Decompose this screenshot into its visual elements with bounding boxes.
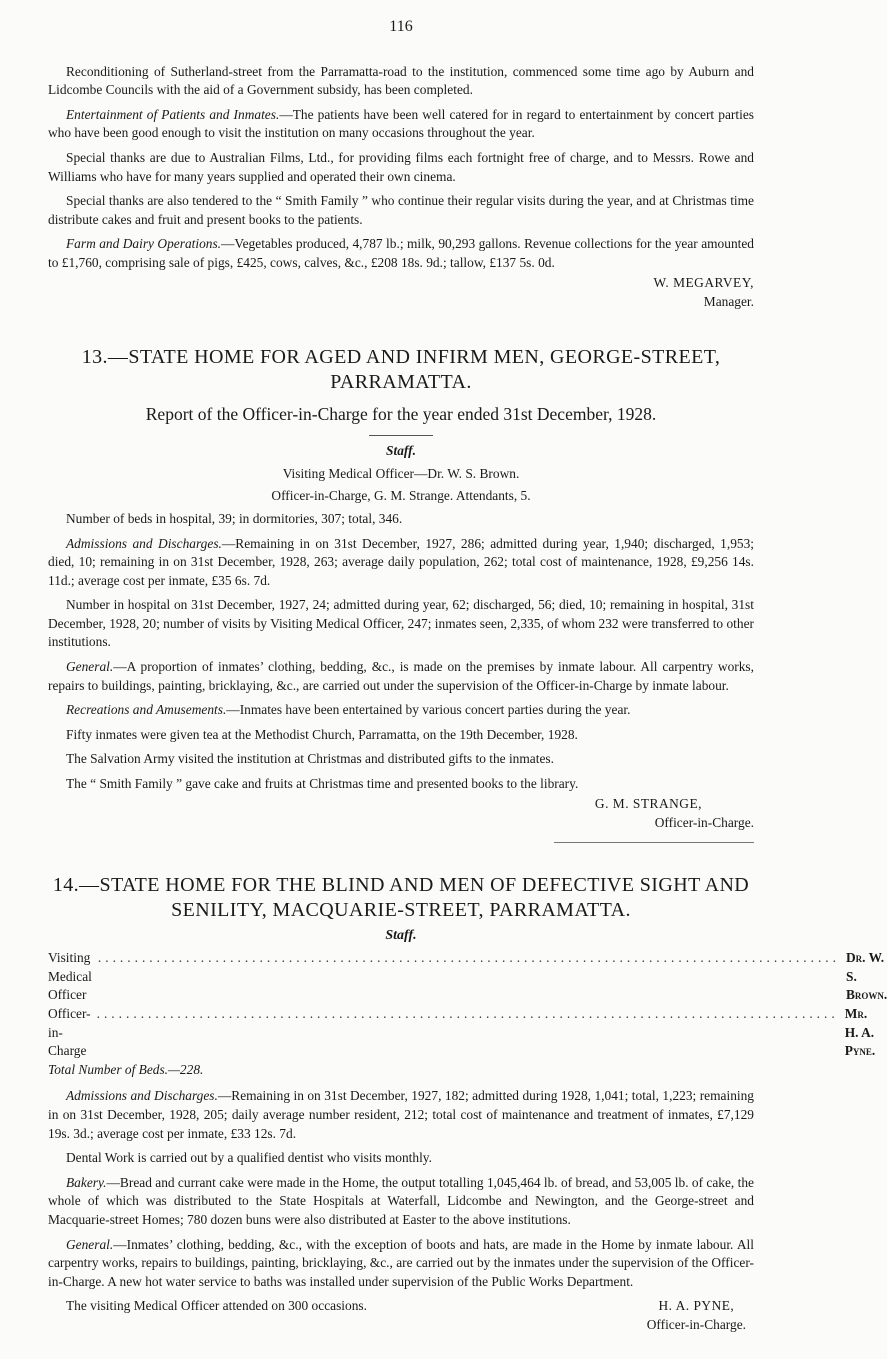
paragraph-text: —A proportion of inmates’ clothing, bedding, &c., is made on the premises by inmate labour. All carpentry works, repairs to buildings, painting, bricklaying, &c., are carried out under the supervision of the Officer-in-Charge by inmate labour.: [48, 659, 754, 693]
staff-row: [48, 949, 887, 1005]
page-number: 116: [389, 18, 413, 35]
paragraph-farm-dairy: [48, 235, 754, 272]
paragraph-admissions: [48, 1087, 754, 1143]
signature-title: Officer-in-Charge.: [646, 1316, 746, 1332]
paragraph-heading: Farm and Dairy Operations.: [66, 236, 222, 252]
signature-title: Officer-in-Charge.: [654, 814, 754, 830]
staff-name: Dr. W. S. Brown.: [846, 950, 887, 1003]
section-13: [48, 345, 754, 843]
paragraph-entertainment: [48, 106, 754, 143]
leader-dots: .....................................................................................................: [97, 950, 840, 966]
staff-line: Visiting Medical Officer—Dr. W. S. Brown.: [282, 465, 520, 481]
paragraph-heading: Admissions and Discharges.: [66, 535, 222, 551]
paragraph-dental: Dental Work is carried out by a qualified dentist who visits monthly.: [66, 1150, 432, 1166]
staff-line: Officer-in-Charge, G. M. Strange. Attendants, 5.: [271, 488, 531, 504]
paragraph-text: —Vegetables produced, 4,787 lb.; milk, 90,293 gallons. Revenue collections for the year amounted to £1,760, comprising sale of pigs, £425, cows, calves, &c., £208 18s. 9d.; tallow, £137 5s. 0d.: [48, 236, 754, 270]
section-heading: 14.—STATE HOME FOR THE BLIND AND MEN OF DEFECTIVE SIGHT AND SENILITY, MACQUARIE-STREET, PARRAMATTA.: [52, 873, 750, 921]
document-page: [48, 18, 887, 1335]
paragraph-heading: Admissions and Discharges.: [66, 1088, 218, 1104]
closing-line: [48, 1297, 754, 1334]
signature-name: W. MEGARVEY,: [653, 274, 754, 290]
divider: [369, 435, 433, 436]
paragraph-text: —Inmates’ clothing, bedding, &c., with the exception of boots and hats, are made in the Home by inmate labour. All carpentry works, repairs to buildings, painting, bricklaying, &c., are carried out by the inmates under the supervision of the Officer-in-Charge. A new hot water service to baths was installed under supervision of the Public Works Department.: [48, 1236, 754, 1289]
paragraph-text: —Remaining in on 31st December, 1927, 182; admitted during 1928, 1,041; total, 1,223; remaining in on 31st December, 1928, 205; daily average number resident, 212; total cost of maintenance and treatment of inmates, £7,129 19s. 3d.; average cost per inmate, £33 12s. 7d.: [48, 1088, 755, 1141]
paragraph-reconditioning: Reconditioning of Sutherland-street from the Parramatta-road to the institution, commenced some time ago by Auburn and Lidcombe Councils with the aid of a Government subsidy, has been completed.: [48, 63, 754, 98]
report-title: Report of the Officer-in-Charge for the year ended 31st December, 1928.: [145, 403, 657, 424]
section-14: [48, 873, 887, 1335]
paragraph-text: —The patients have been well catered for in regard to entertainment by concert parties who have been good enough to visit the institution on many occasions throughout the year.: [48, 106, 754, 141]
leader-dots: .....................................................................................................: [96, 1006, 839, 1021]
signature-name: G. M. STRANGE,: [594, 795, 702, 811]
paragraph-text: —Inmates have been entertained by various concert parties during the year.: [226, 702, 631, 718]
staff-heading: Staff.: [386, 443, 416, 459]
divider: [554, 842, 754, 843]
staff-name: Mr. H. A. Pyne.: [844, 1006, 876, 1059]
intro-block: [48, 63, 754, 311]
signature-name: H. A. PYNE,: [658, 1298, 735, 1314]
signature-block: [647, 1297, 754, 1334]
paragraph-films: Special thanks are due to Australian Films, Ltd., for providing films each fortnight free of charge, and to Messrs. Rowe and Williams who have for many years supplied and operated their own cinema.: [48, 149, 754, 184]
paragraph-admissions: [48, 535, 754, 591]
paragraph-general: [48, 658, 754, 695]
paragraph-bakery: [48, 1174, 754, 1230]
paragraph-hospital: Number in hospital on 31st December, 1927, 24; admitted during year, 62; discharged, 56; died, 10; remaining in hospital, 31st December, 1928, 20; number of visits by Visiting Medical Officer, 247; inmates seen, 2,335, of whom 232 were transferred to other institutions.: [48, 597, 754, 650]
paragraph-general: [48, 1236, 754, 1292]
paragraph-smith-family: Special thanks are also tendered to the “ Smith Family ” who continue their regular visits during the year, and at Christmas time distribute cakes and fruit and present books to the patients.: [48, 193, 754, 227]
paragraph-heading: Entertainment of Patients and Inmates.: [66, 106, 280, 122]
section-heading: 13.—STATE HOME FOR AGED AND INFIRM MEN, GEORGE-STREET, PARRAMATTA.: [81, 345, 721, 393]
staff-role: Visiting Medical Officer: [48, 950, 92, 1003]
paragraph-heading: General.: [66, 659, 114, 675]
paragraph-text: —Bread and currant cake were made in the Home, the output totalling 1,045,464 lb. of bread, and 53,005 lb. of cake, the whole of which was distributed to the State Hospitals at Waterfall, Lidcombe and Newington, and the George-street and Macquarie-street Homes; 780 dozen buns were also distributed at Easter to the above institutions.: [48, 1174, 754, 1227]
paragraph-salvation-army: The Salvation Army visited the institution at Christmas and distributed gifts to the inmates.: [66, 751, 554, 767]
signature-title: Manager.: [703, 293, 754, 309]
paragraph-heading: Recreations and Amusements.: [66, 702, 227, 718]
paragraph-text: —Remaining in on 31st December, 1927, 286; admitted during year, 1,940; discharged, 1,953; died, 10; remaining in on 31st December, 1928, 263; average daily population, 262; total cost of maintenance, 1928, £9,256 14s. 11d.; average cost per inmate, £35 6s. 7d.: [48, 535, 755, 588]
paragraph-visits: The visiting Medical Officer attended on 300 occasions.: [66, 1298, 367, 1314]
paragraph-heading: General.: [66, 1236, 114, 1252]
staff-role: Officer-in-Charge: [48, 1006, 91, 1059]
paragraph-recreations: [48, 701, 754, 720]
paragraph-heading: Bakery.: [66, 1174, 107, 1190]
staff-heading: Staff.: [385, 927, 417, 943]
paragraph-fifty-inmates: Fifty inmates were given tea at the Methodist Church, Parramatta, on the 19th December, 1928.: [66, 726, 578, 742]
staff-row: [48, 1005, 876, 1061]
total-beds: Total Number of Beds.—228.: [48, 1061, 204, 1077]
paragraph-beds: Number of beds in hospital, 39; in dormitories, 307; total, 346.: [66, 510, 403, 526]
paragraph-smith-family: The “ Smith Family ” gave cake and fruits at Christmas time and presented books to the library.: [66, 776, 579, 792]
